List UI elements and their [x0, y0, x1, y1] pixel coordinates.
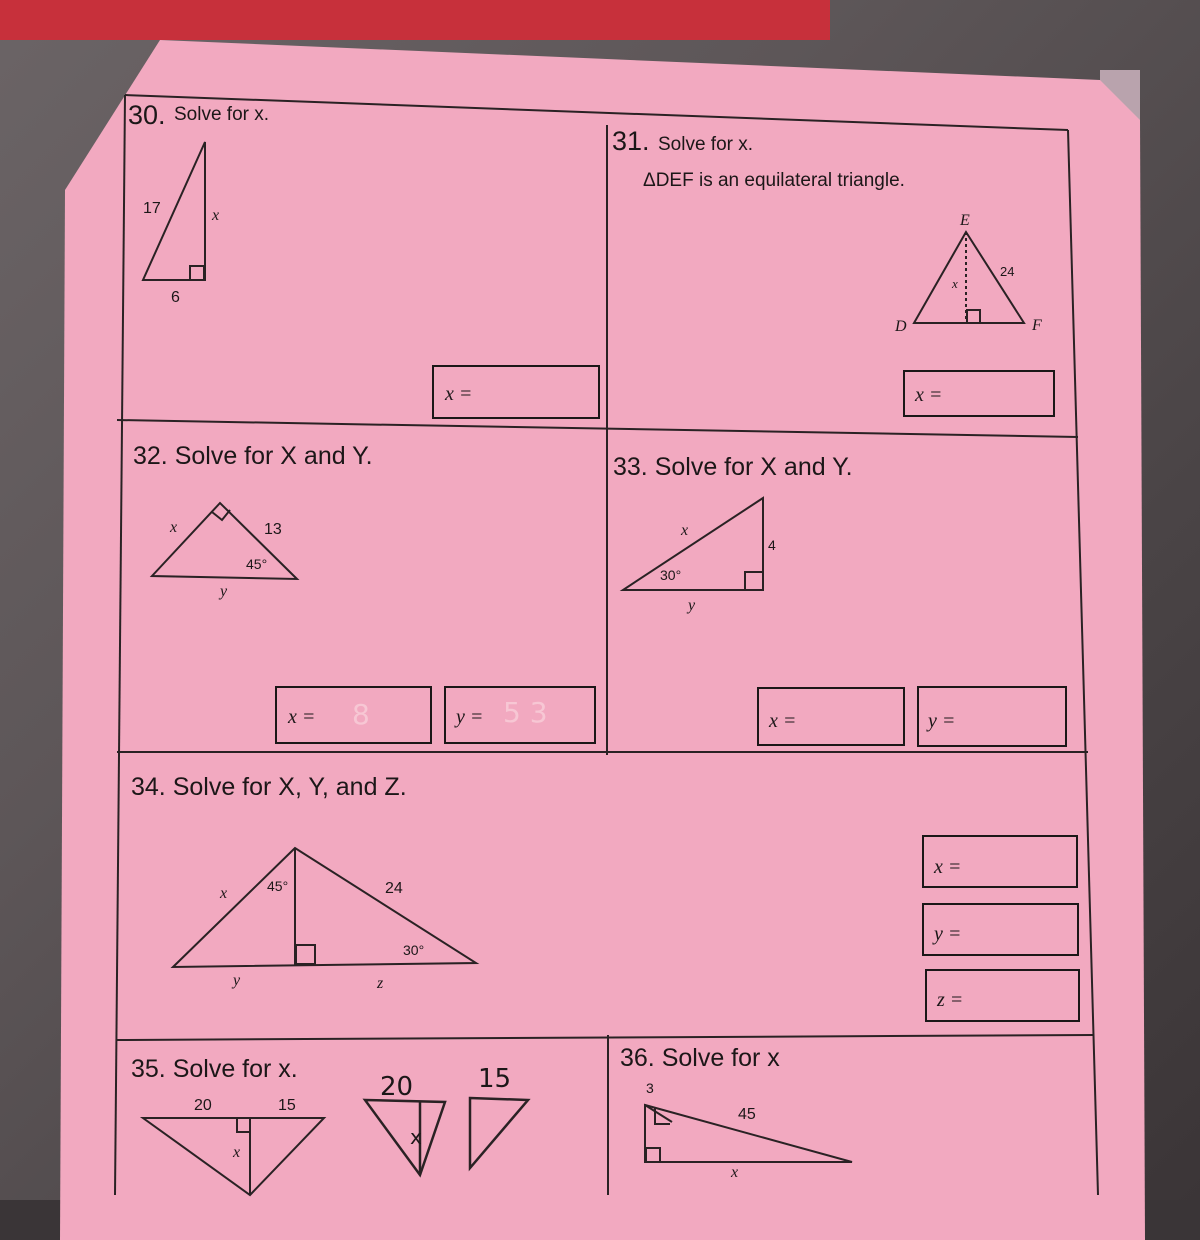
p35-handwriting-x: x [410, 1125, 422, 1149]
p35-right-angle [237, 1118, 250, 1132]
p30-label-6: 6 [171, 289, 180, 306]
p33-label-x: x [681, 522, 689, 539]
p34-answer-z-label: z = [937, 989, 964, 1011]
p31-label-D: D [895, 318, 907, 335]
p36-top-edge [645, 1105, 672, 1122]
p34-answer-y-label: y = [934, 923, 962, 945]
p33-answer-x-label: x = [769, 710, 797, 732]
p31-label-E: E [960, 212, 970, 229]
p34-label-45: 45° [267, 878, 289, 894]
p34-label-z: z [377, 975, 384, 992]
p32-answer-y-handwriting: 5 3 [503, 696, 548, 729]
p36-label-45: 45 [738, 1106, 756, 1123]
p31-note: ΔDEF is an equilateral triangle. [643, 170, 905, 191]
p30-answer-label: x = [445, 383, 473, 405]
p30-instruction: Solve for x. [174, 104, 270, 125]
p35-label-15: 15 [278, 1097, 296, 1114]
p32-title: 32. Solve for X and Y. [133, 442, 373, 470]
p32-answer-x-label: x = [288, 706, 316, 728]
p34-title: 34. Solve for X, Y, and Z. [131, 773, 407, 801]
p31-right-angle [967, 310, 980, 323]
grid-row3-line [117, 1035, 1094, 1040]
p36-label-x: x [731, 1164, 739, 1181]
p33-right-angle [745, 572, 763, 590]
p31-number: 31. [612, 126, 650, 156]
p36-label-3: 3 [646, 1080, 654, 1096]
p34-label-30: 30° [403, 942, 425, 958]
p30-right-angle [190, 266, 204, 280]
p31-answer-label: x = [915, 384, 943, 406]
p35-handwriting-15: 15 [478, 1064, 512, 1094]
p32-label-x: x [170, 519, 178, 536]
p34-triangle [173, 848, 476, 967]
p32-answer-x-handwriting: 8 [352, 698, 370, 731]
grid-left-line [115, 95, 125, 1195]
p35-label-20: 20 [194, 1097, 212, 1114]
p32-label-y: y [220, 583, 228, 600]
p35-sketch-left [365, 1100, 445, 1175]
p33-answer-y-label: y = [928, 710, 956, 732]
p33-label-30: 30° [660, 567, 682, 583]
p30-label-x: x [212, 207, 220, 224]
p31-label-24: 24 [1000, 264, 1015, 279]
p32-triangle [152, 503, 297, 579]
grid-row1-line [117, 420, 1078, 437]
p34-label-24: 24 [385, 880, 403, 897]
p35-handwriting-20: 20 [380, 1072, 414, 1102]
p36-right-angle [646, 1148, 660, 1162]
p31-label-F: F [1032, 317, 1042, 334]
p34-label-y: y [233, 972, 241, 989]
p35-label-x: x [233, 1144, 241, 1161]
p33-triangle [623, 498, 763, 590]
p32-label-45: 45° [246, 556, 268, 572]
p31-label-x: x [952, 276, 958, 291]
p30-label-17: 17 [143, 200, 161, 217]
p30-number: 30. [128, 100, 166, 130]
p31-instruction: Solve for x. [658, 134, 754, 155]
p36-title: 36. Solve for x [620, 1044, 780, 1072]
p34-right-angle [296, 945, 315, 964]
p33-label-4: 4 [768, 537, 776, 553]
p35-sketch-right [470, 1098, 528, 1168]
p32-answer-y-label: y = [456, 706, 484, 728]
p35-title: 35. Solve for x. [131, 1055, 298, 1083]
p33-title: 33. Solve for X and Y. [613, 453, 853, 481]
p34-label-x: x [220, 885, 228, 902]
p32-label-13: 13 [264, 521, 282, 538]
p33-label-y: y [688, 597, 696, 614]
p34-answer-x-label: x = [934, 856, 962, 878]
